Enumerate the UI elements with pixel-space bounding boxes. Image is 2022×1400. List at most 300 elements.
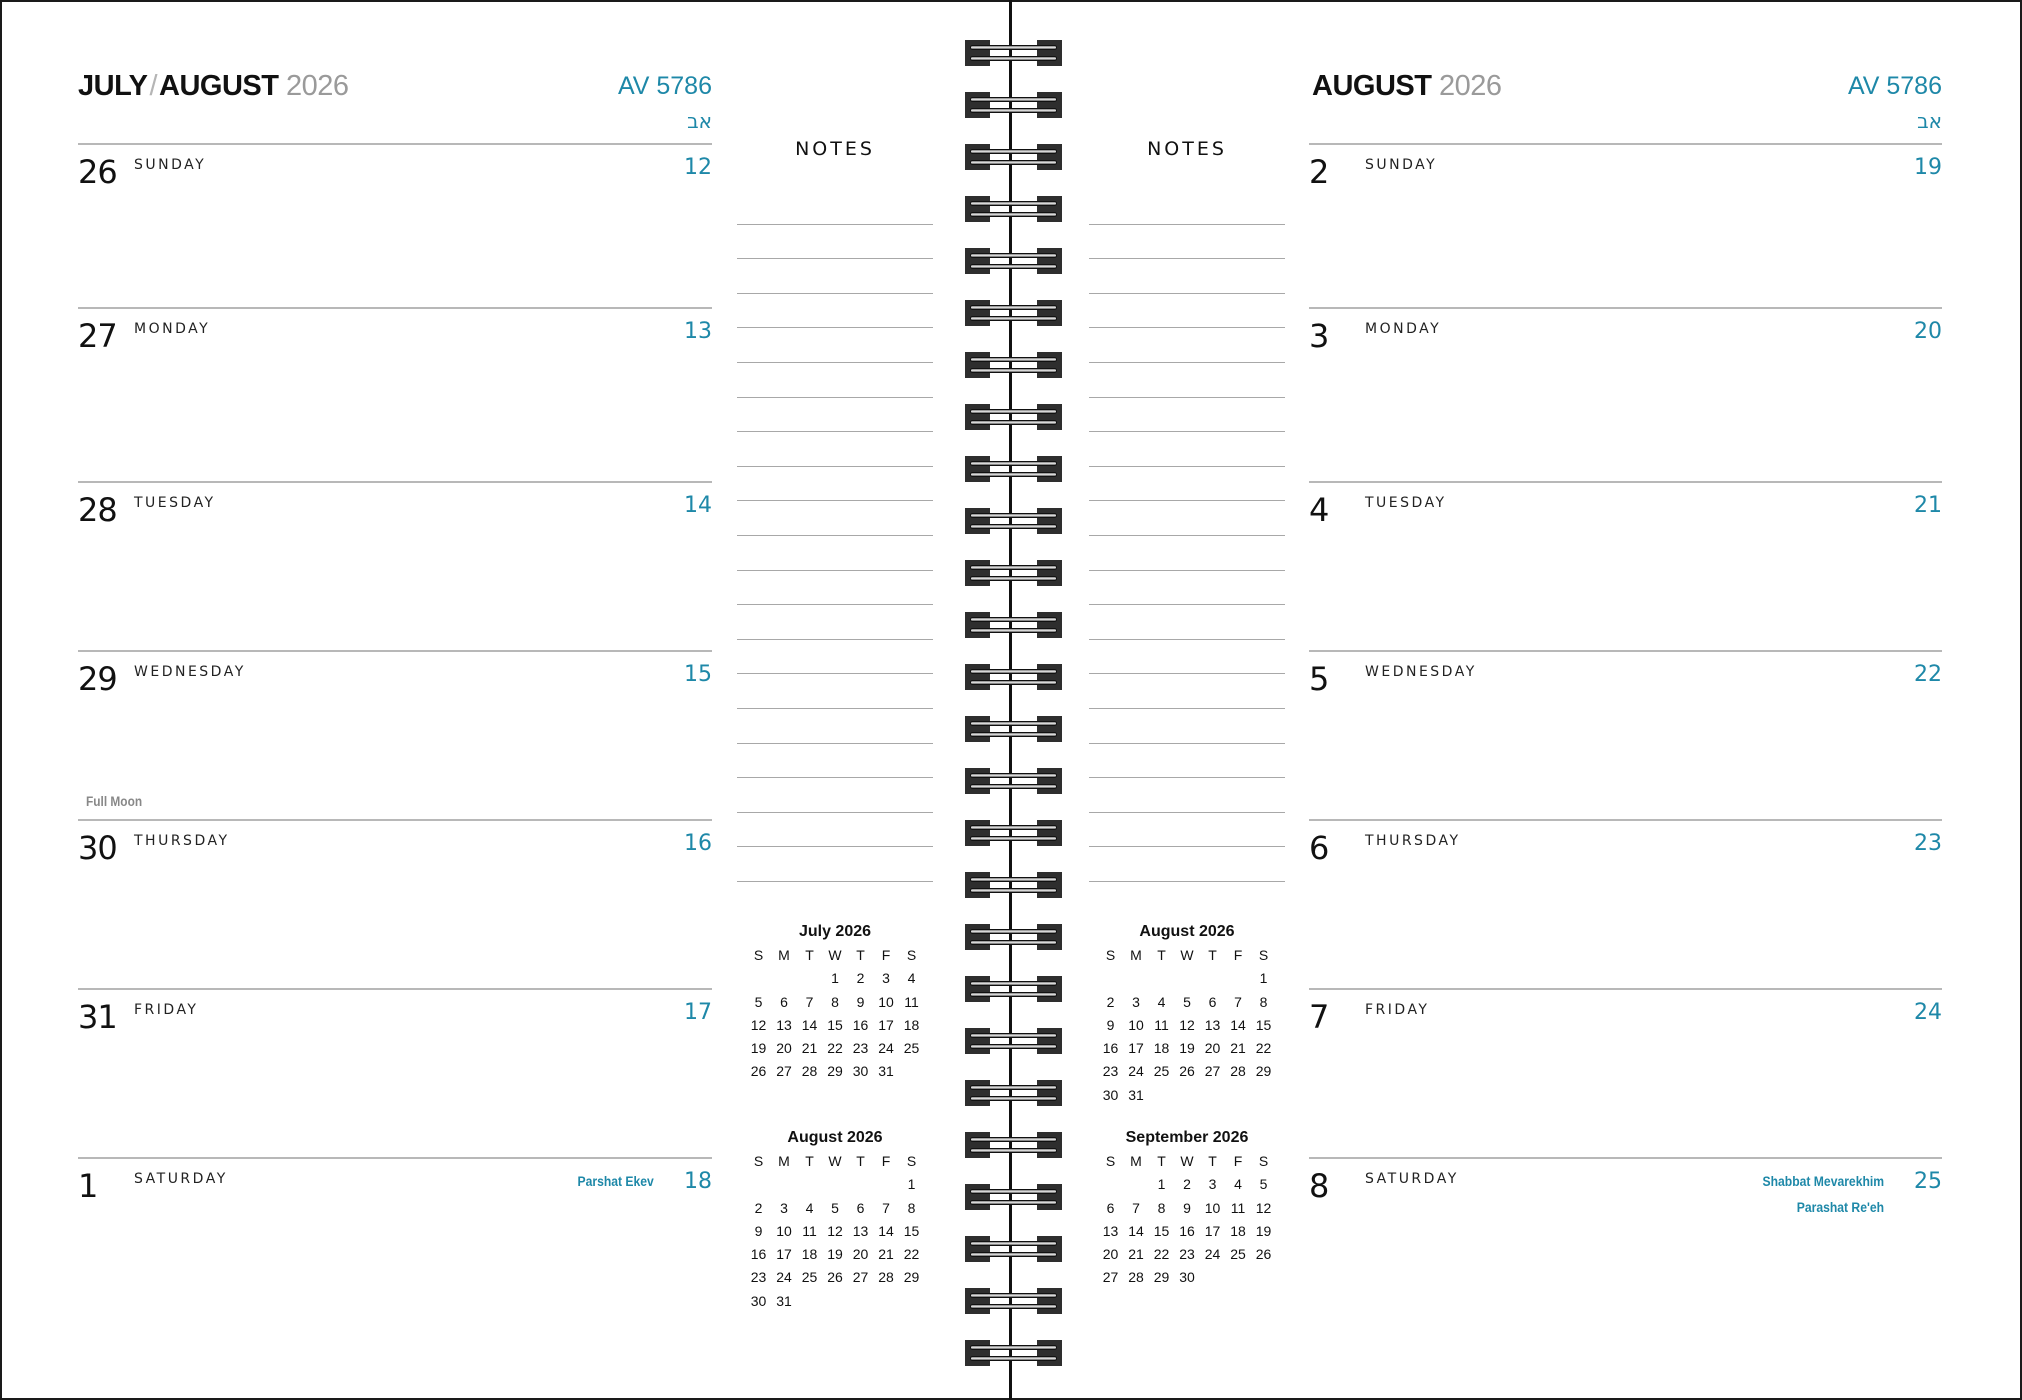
mini-calendar-day: 14 bbox=[878, 1222, 894, 1239]
note-line[interactable] bbox=[737, 605, 933, 640]
note-line[interactable] bbox=[1089, 467, 1285, 502]
day-block-sunday[interactable] bbox=[78, 143, 712, 307]
weekday-name: MONDAY bbox=[134, 321, 211, 337]
weekday-name: WEDNESDAY bbox=[1365, 664, 1477, 680]
mini-calendar-day: 2 bbox=[1183, 1176, 1191, 1193]
mini-calendar-day: 22 bbox=[827, 1040, 843, 1057]
mini-calendar-day: 21 bbox=[1128, 1246, 1144, 1263]
notes-title: NOTES bbox=[795, 138, 875, 160]
day-number: 7 bbox=[1309, 998, 1329, 1036]
mini-calendar-day: 24 bbox=[1128, 1063, 1144, 1080]
mini-calendar-day: 6 bbox=[1106, 1199, 1115, 1216]
mini-calendar-day: 28 bbox=[878, 1269, 894, 1286]
notes-lines[interactable] bbox=[737, 190, 933, 882]
mini-calendar-day: 12 bbox=[1179, 1016, 1195, 1033]
weekday-header: F bbox=[1233, 947, 1243, 963]
mini-calendar-day: 27 bbox=[852, 1269, 869, 1286]
hebrew-date: 17 bbox=[684, 1000, 712, 1025]
mini-calendar-day: 7 bbox=[882, 1199, 890, 1216]
day-number: 2 bbox=[1309, 153, 1329, 191]
spiral-coil bbox=[965, 612, 1062, 638]
mini-calendar-day: 17 bbox=[878, 1016, 894, 1033]
mini-calendar-day: 6 bbox=[1208, 993, 1217, 1010]
hebrew-date: 18 bbox=[684, 1169, 712, 1194]
mini-calendar-day: 21 bbox=[801, 1040, 818, 1057]
mini-calendar-august-2026-right bbox=[1102, 923, 1272, 1110]
mini-calendar-day: 14 bbox=[1128, 1222, 1144, 1239]
weekday-name: SUNDAY bbox=[134, 157, 207, 173]
mini-calendar-title: July 2026 bbox=[798, 923, 872, 940]
weekday-header: T bbox=[856, 947, 865, 963]
hebrew-date: 16 bbox=[684, 831, 712, 856]
title-separator: / bbox=[149, 70, 158, 102]
mini-calendar-day: 12 bbox=[827, 1222, 843, 1239]
hebrew-date: 23 bbox=[1914, 831, 1942, 856]
mini-calendar-day: 24 bbox=[776, 1269, 792, 1286]
mini-calendar-day: 27 bbox=[1204, 1063, 1221, 1080]
spiral-coil bbox=[965, 664, 1062, 690]
mini-calendar-day: 12 bbox=[750, 1016, 767, 1033]
mini-calendar-day: 22 bbox=[903, 1246, 920, 1263]
mini-calendar-day: 4 bbox=[907, 970, 916, 987]
note-line[interactable] bbox=[1089, 398, 1285, 433]
empty-cell bbox=[873, 1176, 899, 1199]
weekday-name: SATURDAY bbox=[1365, 1171, 1459, 1187]
weekday-name: THURSDAY bbox=[1365, 833, 1461, 849]
mini-calendar-day: 7 bbox=[1234, 993, 1242, 1010]
mini-calendar-day: 15 bbox=[1153, 1222, 1170, 1239]
mini-calendar-day: 11 bbox=[1230, 1199, 1246, 1216]
day-block-monday[interactable] bbox=[78, 307, 712, 481]
day-number: 30 bbox=[78, 829, 117, 867]
day-block-thursday[interactable] bbox=[78, 819, 712, 988]
spiral-coil bbox=[965, 1288, 1062, 1314]
day-block-sunday[interactable] bbox=[1309, 143, 1942, 307]
mini-calendar-day: 24 bbox=[1204, 1246, 1221, 1263]
day-block-wednesday[interactable] bbox=[1309, 650, 1942, 819]
notes-left-panel bbox=[737, 138, 933, 882]
note-line[interactable] bbox=[737, 640, 933, 675]
mini-calendar-day: 17 bbox=[1204, 1222, 1221, 1239]
mini-calendar-day: 5 bbox=[1259, 1176, 1268, 1193]
spiral-coil bbox=[965, 1132, 1062, 1158]
mini-calendar-day: 31 bbox=[1128, 1086, 1144, 1103]
spiral-coil bbox=[965, 872, 1062, 898]
weekday-header: S bbox=[753, 947, 764, 963]
mini-calendar-day: 9 bbox=[754, 1222, 763, 1239]
mini-calendar-day: 30 bbox=[750, 1292, 767, 1309]
mini-calendar-title: September 2026 bbox=[1125, 1129, 1249, 1146]
mini-calendar-day: 29 bbox=[1153, 1269, 1170, 1286]
note-line[interactable] bbox=[1089, 536, 1285, 571]
mini-calendar-day: 19 bbox=[750, 1040, 767, 1057]
mini-calendar-day: 15 bbox=[1255, 1016, 1272, 1033]
empty-cell bbox=[1149, 970, 1175, 993]
weekday-header: M bbox=[1130, 947, 1142, 963]
mini-calendar-day: 3 bbox=[1208, 1176, 1217, 1193]
mini-calendar-day: 31 bbox=[776, 1292, 792, 1309]
mini-calendar-day: 18 bbox=[1153, 1040, 1170, 1057]
mini-calendar-day: 13 bbox=[1204, 1016, 1221, 1033]
mini-calendar-day: 10 bbox=[1128, 1016, 1144, 1033]
note-line[interactable] bbox=[1089, 571, 1285, 606]
hebrew-date: 13 bbox=[684, 319, 712, 344]
day-block-thursday[interactable] bbox=[1309, 819, 1942, 988]
weekday-name: SATURDAY bbox=[134, 1171, 228, 1187]
mini-calendar-day: 14 bbox=[801, 1016, 818, 1033]
mini-calendar-day: 30 bbox=[1179, 1269, 1195, 1286]
hebrew-date: 12 bbox=[684, 155, 712, 180]
mini-calendar-day: 21 bbox=[1230, 1040, 1246, 1057]
weekday-header: M bbox=[778, 1153, 790, 1169]
note-line[interactable] bbox=[737, 467, 933, 502]
day-number: 8 bbox=[1309, 1167, 1329, 1205]
weekday-header: W bbox=[828, 947, 842, 963]
mini-calendar-day: 5 bbox=[1183, 993, 1191, 1010]
day-block-monday[interactable] bbox=[1309, 307, 1942, 481]
note-line[interactable] bbox=[1089, 363, 1285, 398]
weekday-header: W bbox=[1180, 1153, 1194, 1169]
weekday-header: W bbox=[1180, 947, 1194, 963]
weekday-header: T bbox=[1157, 947, 1166, 963]
mini-calendar-day: 8 bbox=[1259, 993, 1268, 1010]
weekday-header: S bbox=[753, 1153, 764, 1169]
mini-calendar-day: 11 bbox=[904, 993, 919, 1010]
weekday-header: S bbox=[906, 1153, 917, 1169]
mini-calendar-day: 23 bbox=[852, 1040, 869, 1057]
day-block-saturday[interactable] bbox=[78, 1157, 712, 1357]
hebrew-date: 21 bbox=[1914, 493, 1942, 518]
weekday-header: F bbox=[881, 1153, 891, 1169]
note-line[interactable] bbox=[1089, 778, 1285, 813]
event-label: Shabbat Mevarekhim bbox=[1762, 1174, 1884, 1189]
hebrew-date: 14 bbox=[684, 493, 712, 518]
hebrew-date: 25 bbox=[1914, 1169, 1942, 1194]
mini-calendar-day: 8 bbox=[831, 993, 839, 1010]
weekday-name: TUESDAY bbox=[1365, 495, 1447, 511]
note-line[interactable] bbox=[1089, 294, 1285, 329]
spiral-coil bbox=[965, 1184, 1062, 1210]
mini-calendar-day: 17 bbox=[1128, 1040, 1144, 1057]
mini-calendar-day: 26 bbox=[827, 1269, 843, 1286]
mini-calendar-day: 24 bbox=[878, 1040, 894, 1057]
day-block-friday[interactable] bbox=[1309, 988, 1942, 1157]
hebrew-month-label: AV 5786 bbox=[617, 72, 712, 100]
mini-calendar-day: 29 bbox=[1255, 1063, 1272, 1080]
day-number: 29 bbox=[78, 660, 117, 698]
mini-calendar-day: 11 bbox=[802, 1222, 817, 1239]
mini-calendar-day: 2 bbox=[856, 970, 865, 987]
mini-calendar-title: August 2026 bbox=[1139, 923, 1235, 940]
note-line[interactable] bbox=[1089, 709, 1285, 744]
note-line[interactable] bbox=[737, 328, 933, 363]
weekday-header: T bbox=[805, 947, 814, 963]
note-line[interactable] bbox=[737, 259, 933, 294]
spiral-coil bbox=[965, 248, 1062, 274]
mini-calendar-day: 1 bbox=[907, 1176, 916, 1193]
mini-calendar-day: 19 bbox=[1255, 1222, 1272, 1239]
mini-calendar-day: 2 bbox=[754, 1199, 763, 1216]
mini-calendar-day: 26 bbox=[1179, 1063, 1195, 1080]
mini-calendar-day: 16 bbox=[852, 1016, 869, 1033]
mini-calendar-grid bbox=[1102, 947, 1272, 1110]
mini-calendar-day: 23 bbox=[1102, 1063, 1119, 1080]
note-line[interactable] bbox=[737, 744, 933, 779]
note-line[interactable] bbox=[737, 190, 933, 225]
mini-calendar-day: 10 bbox=[1204, 1199, 1221, 1216]
notes-right-panel bbox=[1089, 138, 1285, 882]
spiral-coil bbox=[965, 716, 1062, 742]
day-block-saturday[interactable] bbox=[1309, 1157, 1942, 1357]
weekday-header: T bbox=[1157, 1153, 1166, 1169]
spiral-coil bbox=[965, 300, 1062, 326]
note-line[interactable] bbox=[1089, 605, 1285, 640]
mini-calendar-day: 8 bbox=[907, 1199, 916, 1216]
mini-calendar-day: 3 bbox=[780, 1199, 788, 1216]
hebrew-date: 20 bbox=[1914, 319, 1942, 344]
empty-cell bbox=[746, 1176, 772, 1199]
notes-title: NOTES bbox=[1147, 138, 1227, 160]
note-line[interactable] bbox=[737, 363, 933, 398]
mini-calendar-july-2026 bbox=[750, 923, 920, 1087]
event-label: Parashat Re'eh bbox=[1796, 1200, 1884, 1215]
empty-cell bbox=[1225, 970, 1251, 993]
mini-calendar-day: 26 bbox=[750, 1063, 767, 1080]
mini-calendar-day: 11 bbox=[1154, 1016, 1169, 1033]
mini-calendar-day: 8 bbox=[1157, 1199, 1166, 1216]
hebrew-month-label: AV 5786 bbox=[1847, 72, 1942, 100]
note-line[interactable] bbox=[1089, 674, 1285, 709]
right-page-title bbox=[1312, 70, 1502, 103]
mini-calendar-day: 16 bbox=[750, 1246, 767, 1263]
note-line[interactable] bbox=[737, 778, 933, 813]
spiral-coil bbox=[965, 976, 1062, 1002]
mini-calendar-day: 21 bbox=[878, 1246, 894, 1263]
left-hebrew-header bbox=[500, 72, 712, 133]
day-number: 27 bbox=[78, 317, 117, 355]
mini-calendar-day: 1 bbox=[1157, 1176, 1166, 1193]
mini-calendar-day: 2 bbox=[1106, 993, 1115, 1010]
day-number: 6 bbox=[1309, 829, 1329, 867]
mini-calendar-day: 13 bbox=[776, 1016, 792, 1033]
mini-calendar-day: 1 bbox=[831, 970, 839, 987]
note-line[interactable] bbox=[737, 294, 933, 329]
day-number: 28 bbox=[78, 491, 117, 529]
spiral-coil bbox=[965, 456, 1062, 482]
spiral-coil bbox=[965, 196, 1062, 222]
mini-calendar-day: 15 bbox=[827, 1016, 843, 1033]
weekday-name: SUNDAY bbox=[1365, 157, 1438, 173]
mini-calendar-day: 17 bbox=[776, 1246, 792, 1263]
mini-calendar-day: 28 bbox=[1230, 1063, 1246, 1080]
day-block-tuesday[interactable] bbox=[78, 481, 712, 650]
empty-cell bbox=[1098, 1176, 1124, 1199]
note-line[interactable] bbox=[1089, 259, 1285, 294]
weekday-header: T bbox=[856, 1153, 865, 1169]
mini-calendar-day: 3 bbox=[882, 970, 890, 987]
moon-phase-note: Full Moon bbox=[86, 794, 143, 809]
mini-calendar-day: 10 bbox=[878, 993, 894, 1010]
empty-cell bbox=[746, 970, 772, 993]
mini-calendar-day: 16 bbox=[1179, 1222, 1195, 1239]
mini-calendar-day: 30 bbox=[1102, 1086, 1119, 1103]
title-year: 2026 bbox=[286, 70, 349, 102]
weekday-header: F bbox=[1233, 1153, 1243, 1169]
note-line[interactable] bbox=[1089, 432, 1285, 467]
mini-calendar-day: 20 bbox=[1102, 1246, 1119, 1263]
mini-calendar-day: 1 bbox=[1259, 970, 1268, 987]
mini-calendar-title: August 2026 bbox=[787, 1129, 883, 1146]
mini-calendar-day: 13 bbox=[852, 1222, 869, 1239]
empty-cell bbox=[1200, 970, 1226, 993]
weekday-header: S bbox=[1105, 947, 1116, 963]
mini-calendar-day: 16 bbox=[1102, 1040, 1119, 1057]
note-line[interactable] bbox=[737, 432, 933, 467]
left-page-title bbox=[78, 70, 349, 103]
empty-cell bbox=[1123, 1176, 1149, 1199]
weekday-header: S bbox=[906, 947, 917, 963]
mini-calendar-grid bbox=[750, 947, 920, 1087]
mini-calendar-day: 18 bbox=[903, 1016, 920, 1033]
mini-calendar-day: 30 bbox=[852, 1063, 869, 1080]
spiral-coil bbox=[965, 924, 1062, 950]
spiral-coil bbox=[965, 1236, 1062, 1262]
title-month-august: AUGUST bbox=[1312, 70, 1432, 102]
mini-calendar-august-2026-left bbox=[750, 1129, 920, 1316]
weekday-name: THURSDAY bbox=[134, 833, 230, 849]
mini-calendar-day: 9 bbox=[856, 993, 865, 1010]
note-line[interactable] bbox=[737, 501, 933, 536]
day-number: 31 bbox=[78, 998, 117, 1036]
note-line[interactable] bbox=[737, 536, 933, 571]
mini-calendar-grid bbox=[750, 1153, 920, 1316]
note-line[interactable] bbox=[1089, 328, 1285, 363]
day-block-tuesday[interactable] bbox=[1309, 481, 1942, 650]
hebrew-month-script: אב bbox=[687, 109, 712, 133]
note-line[interactable] bbox=[737, 674, 933, 709]
empty-cell bbox=[797, 970, 823, 993]
title-month-august: AUGUST bbox=[159, 70, 279, 102]
spiral-coil bbox=[965, 144, 1062, 170]
note-line[interactable] bbox=[1089, 813, 1285, 848]
spiral-coil bbox=[965, 352, 1062, 378]
weekday-header: M bbox=[1130, 1153, 1142, 1169]
mini-calendar-day: 28 bbox=[1128, 1269, 1144, 1286]
day-block-friday[interactable] bbox=[78, 988, 712, 1157]
hebrew-date: 19 bbox=[1914, 155, 1942, 180]
spiral-coil bbox=[965, 1080, 1062, 1106]
empty-cell bbox=[822, 1176, 848, 1199]
mini-calendar-day: 22 bbox=[1153, 1246, 1170, 1263]
notes-lines[interactable] bbox=[1089, 190, 1285, 882]
spiral-coil bbox=[965, 404, 1062, 430]
mini-calendar-day: 28 bbox=[801, 1063, 818, 1080]
mini-calendar-day: 4 bbox=[1157, 993, 1166, 1010]
spiral-coil bbox=[965, 820, 1062, 846]
mini-calendar-day: 25 bbox=[1230, 1246, 1246, 1263]
mini-calendar-day: 27 bbox=[1102, 1269, 1119, 1286]
mini-calendar-day: 22 bbox=[1255, 1040, 1272, 1057]
day-events bbox=[578, 1169, 654, 1195]
mini-calendar-day: 3 bbox=[1132, 993, 1140, 1010]
mini-calendar-day: 6 bbox=[856, 1199, 865, 1216]
note-line[interactable] bbox=[1089, 640, 1285, 675]
mini-calendar-day: 10 bbox=[776, 1222, 792, 1239]
hebrew-date: 24 bbox=[1914, 1000, 1942, 1025]
weekday-name: WEDNESDAY bbox=[134, 664, 246, 680]
spiral-coil bbox=[965, 508, 1062, 534]
day-number: 26 bbox=[78, 153, 117, 191]
note-line[interactable] bbox=[737, 813, 933, 848]
mini-calendar-day: 18 bbox=[1230, 1222, 1246, 1239]
spiral-coil bbox=[965, 560, 1062, 586]
note-line[interactable] bbox=[737, 571, 933, 606]
day-number: 1 bbox=[78, 1167, 98, 1205]
spiral-coil bbox=[965, 1340, 1062, 1366]
note-line[interactable] bbox=[1089, 847, 1285, 882]
weekday-name: TUESDAY bbox=[134, 495, 216, 511]
mini-calendar-day: 19 bbox=[1179, 1040, 1195, 1057]
left-page-header bbox=[78, 70, 349, 103]
hebrew-date: 22 bbox=[1914, 662, 1942, 687]
mini-calendar-day: 12 bbox=[1255, 1199, 1272, 1216]
note-line[interactable] bbox=[737, 709, 933, 744]
mini-calendar-day: 27 bbox=[776, 1063, 792, 1080]
mini-calendar-day: 23 bbox=[750, 1269, 767, 1286]
note-line[interactable] bbox=[1089, 225, 1285, 260]
empty-cell bbox=[771, 970, 797, 993]
weekday-name: MONDAY bbox=[1365, 321, 1442, 337]
spiral-coil bbox=[965, 768, 1062, 794]
mini-calendar-day: 4 bbox=[1234, 1176, 1242, 1193]
weekday-header: M bbox=[778, 947, 790, 963]
mini-calendar-day: 19 bbox=[827, 1246, 843, 1263]
note-line[interactable] bbox=[1089, 190, 1285, 225]
note-line[interactable] bbox=[737, 225, 933, 260]
right-page-header bbox=[1312, 70, 1502, 103]
weekday-header: F bbox=[881, 947, 891, 963]
mini-calendar-day: 26 bbox=[1255, 1246, 1272, 1263]
mini-calendar-day: 7 bbox=[1132, 1199, 1140, 1216]
mini-calendar-day: 25 bbox=[1153, 1063, 1170, 1080]
mini-calendar-day: 9 bbox=[1106, 1016, 1115, 1033]
event-label: Parshat Ekev bbox=[577, 1174, 654, 1189]
spiral-coil bbox=[965, 92, 1062, 118]
note-line[interactable] bbox=[1089, 744, 1285, 779]
day-block-wednesday[interactable] bbox=[78, 650, 712, 819]
note-line[interactable] bbox=[737, 847, 933, 882]
mini-calendar-day: 14 bbox=[1230, 1016, 1246, 1033]
spiral-coil bbox=[965, 1028, 1062, 1054]
mini-calendar-day: 20 bbox=[852, 1246, 869, 1263]
mini-calendar-day: 25 bbox=[801, 1269, 818, 1286]
note-line[interactable] bbox=[737, 398, 933, 433]
mini-calendar-day: 15 bbox=[903, 1222, 920, 1239]
weekday-header: S bbox=[1258, 1153, 1269, 1169]
mini-calendar-day: 5 bbox=[831, 1199, 839, 1216]
mini-calendar-day: 4 bbox=[805, 1199, 814, 1216]
empty-cell bbox=[797, 1176, 823, 1199]
mini-calendar-day: 23 bbox=[1179, 1246, 1195, 1263]
weekday-header: T bbox=[1208, 947, 1217, 963]
mini-calendar-day: 20 bbox=[1204, 1040, 1221, 1057]
weekday-header: S bbox=[1258, 947, 1269, 963]
mini-calendar-day: 5 bbox=[754, 993, 763, 1010]
note-line[interactable] bbox=[1089, 501, 1285, 536]
mini-calendar-day: 20 bbox=[776, 1040, 792, 1057]
mini-calendar-day: 18 bbox=[801, 1246, 818, 1263]
hebrew-month-script: אב bbox=[1917, 109, 1942, 133]
